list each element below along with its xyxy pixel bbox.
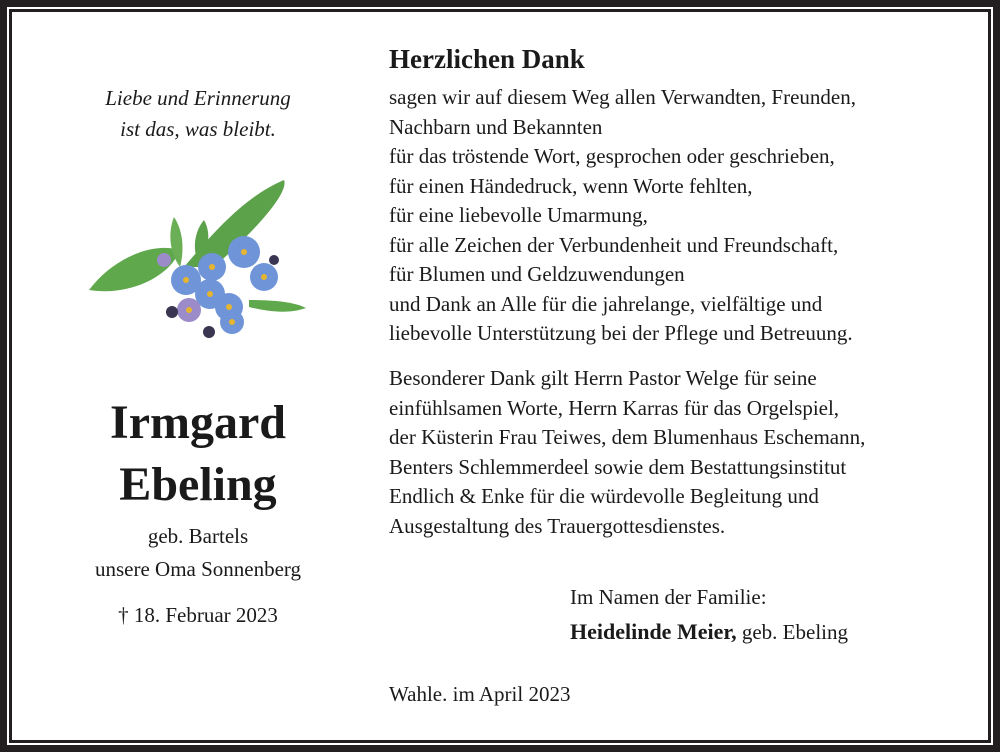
text-line: Nachbarn und Bekannten [389,114,603,139]
motto-line: ist das, was bleibt. [120,117,276,141]
deceased-details [80,520,316,586]
motto [80,83,316,145]
text-line: für eine liebevolle Umarmung, [389,203,648,227]
paragraph-special-thanks [389,364,949,541]
death-date: † 18. Februar 2023 [118,603,278,627]
text-line: und Dank an Alle für die jahrelange, vielfältige und [389,291,823,316]
text-line: für das tröstende Wort, gesprochen oder geschrieben, [389,144,835,168]
signature-intro: Im Namen der Familie: [570,585,767,609]
text-line: für Blumen und Geldzuwendungen [389,262,685,286]
paragraph-thanks [389,83,949,349]
signature-name: Heidelinde Meier, [570,619,737,644]
text-line: Besonderer Dank gilt Herrn Pastor Welge für seine [389,366,817,390]
motto-line: Liebe und Erinnerung [105,86,291,110]
deceased-name [80,392,316,516]
text-line: Ausgestaltung des Trauergottesdienstes. [389,513,726,538]
text-line: liebevolle Unterstützung bei der Pflege und Betreuung. [389,321,853,345]
text-line: Benters Schlemmerdeel sowie dem Bestattungsinstitut [389,454,847,479]
last-name: Ebeling [119,458,277,511]
heading: Herzlichen Dank [389,44,585,74]
text-line: der Küsterin Frau Teiwes, dem Blumenhaus Eschemann, [389,425,866,449]
text-line: Endlich & Enke für die würdevolle Begleitung und [389,484,819,508]
signature [570,619,848,645]
text-line: für alle Zeichen der Verbundenheit und Freundschaft, [389,232,839,257]
birth-name: geb. Bartels [147,524,249,548]
text-line: sagen wir auf diesem Weg allen Verwandten, Freunden, [389,85,856,109]
place-date: Wahle. im April 2023 [389,682,571,706]
text-line: einfühlsamen Worte, Herrn Karras für das Orgelspiel, [389,395,840,420]
signature-suffix: geb. Ebeling [736,620,848,644]
nickname: unsere Oma Sonnenberg [94,557,302,581]
text-line: für einen Händedruck, wenn Worte fehlten, [389,173,753,198]
forget-me-not-flower-icon [84,172,316,347]
first-name: Irmgard [110,396,286,449]
